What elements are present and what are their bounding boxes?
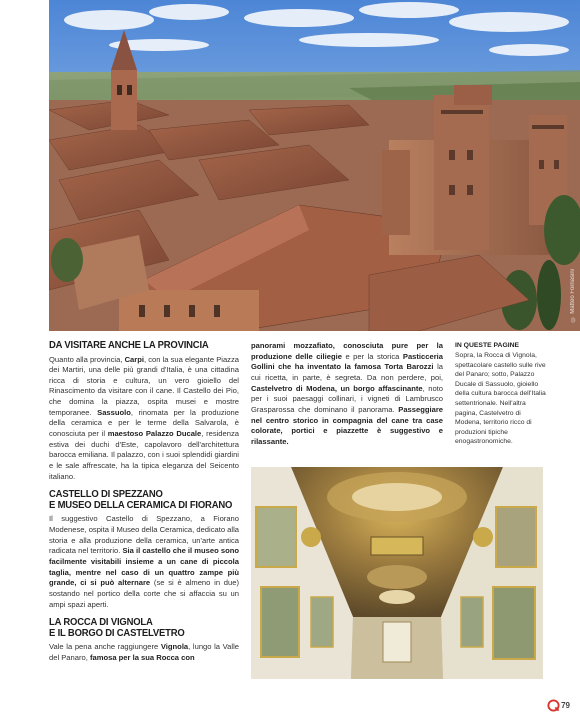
text-run: , noto per i suoi paesaggi collinari, i vigneti di Lambrusco Grasparossa che dominano il panorama.	[251, 383, 443, 414]
middle-column	[251, 341, 443, 448]
magazine-logo-icon	[547, 699, 560, 712]
photo-credit: © Matteo Fornasini	[570, 268, 576, 321]
text-run: e per la storica	[341, 351, 403, 361]
section1-heading: DA VISITARE ANCHE LA PROVINCIA	[49, 340, 209, 351]
page-number: 79	[561, 701, 570, 710]
section1-body	[49, 355, 239, 483]
section2	[49, 490, 239, 610]
text-run: maestoso Palazzo Ducale	[107, 429, 202, 439]
text-run: Sassuolo	[97, 407, 131, 417]
section2-body	[49, 514, 239, 610]
section3-body-continued	[251, 341, 443, 448]
text-run: panorami mozzafiato, conosciuta pure per la produzione delle ciliegie	[251, 341, 443, 361]
caption-text: Sopra, la Rocca di Vignola, spettacolare castello sulle rive del Panaro; sotto, Palazzo Ducale di Sassuolo, gioiello della cultura barocca dell'Italia settentrionale. Nell'altra pagina, Castelvetro di Modena, territorio ricco di produzioni tipiche enogastronomiche.	[455, 352, 546, 446]
text-run: , con la sua elegante Piazza dei Martiri, una delle più grandi d'Italia, è una cittadina ricca di storia e cultura, un vero gioiello del Rinascimento da visitare con il cane. Il Castello dei Pio, che domina la piazza, ospita musei e mostre temporanee.	[49, 354, 239, 417]
text-run: la cui ricetta, in parte, è segreta. Da non perdere, poi,	[251, 362, 443, 382]
text-run: Vignola	[160, 642, 189, 652]
text-run: , rinomata per la produzione della ceramica e per le terme della Salvarola, è conosciuta per il	[49, 407, 239, 439]
text-run: Pasticceria Gollini che ha inventato la famosa Torta Barozzi	[251, 351, 443, 372]
page-number-block	[547, 699, 570, 712]
caption-title: IN QUESTE PAGINE	[455, 342, 520, 349]
bottom-photo-palazzo-ducale	[251, 467, 543, 679]
section3-heading: LA ROCCA DI VIGNOLA E IL BORGO DI CASTELVETRO	[49, 617, 185, 639]
text-run: , residenza estiva dei duchi d'Este, capolavoro dell'architettura barocca emiliana. Il palazzo, con i suoi splendidi giardini e le sale affrescate, ha la tipica eleganza del Seicento italiano.	[49, 429, 239, 481]
text-run: famosa per la sua Rocca con	[89, 652, 195, 662]
text-run: (se si è almeno in due) sostando nel portico della corte che si affaccia su un ampi spazi aperti.	[49, 578, 240, 609]
text-run: Carpi	[124, 354, 144, 364]
left-column	[49, 341, 239, 664]
text-run: , lungo la Valle del Panaro,	[49, 642, 239, 662]
text-run: Castelvetro di Modena, un borgo affascinante	[251, 383, 423, 393]
text-run: Passeggiare nel centro storico in compagnia del cane tra case colorate, portici e piazzette è suggestivo e rilassante.	[251, 404, 443, 446]
top-photo-rocca-vignola	[49, 0, 580, 331]
caption-sidebar	[455, 342, 547, 447]
text-run: Vale la pena anche raggiungere	[49, 642, 161, 652]
fresco-gallery-illustration	[251, 467, 543, 679]
aerial-town-illustration	[49, 0, 580, 331]
section3-body	[49, 642, 239, 663]
text-run: Il suggestivo Castello di Spezzano, a Fiorano Modenese, ospita il Museo della Ceramica, dedicato alla storia e alla produzione della ceramica, un'arte antica radicata nel territorio.	[49, 514, 239, 556]
text-run: Quanto alla provincia,	[49, 354, 125, 364]
section3	[49, 618, 239, 663]
text-run: Sia il castello che il museo sono facilmente visitabili insieme a un cane di piccola taglia, mentre nel caso di un quattro zampe più grande, ci si può alternare	[49, 546, 239, 588]
section2-heading: CASTELLO DI SPEZZANO E MUSEO DELLA CERAMICA DI FIORANO	[49, 489, 233, 511]
